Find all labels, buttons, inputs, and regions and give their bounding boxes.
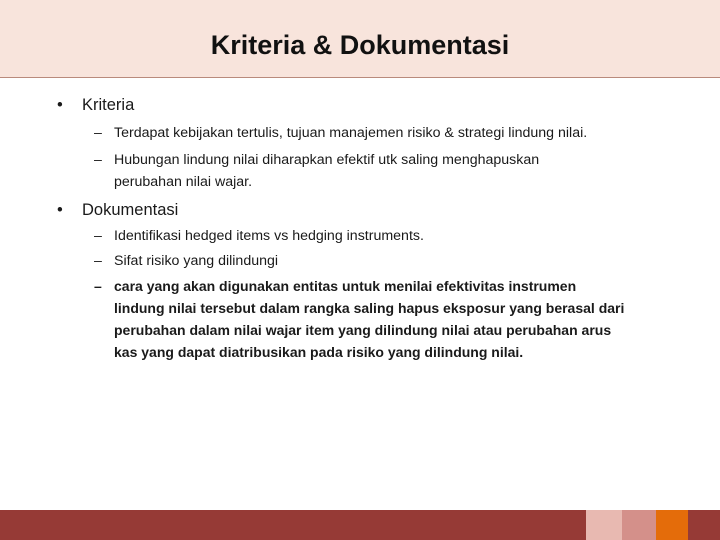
subitem-identifikasi: [94, 225, 694, 247]
dash-marker: –: [94, 152, 102, 168]
footer-bar: [0, 510, 720, 540]
footer-main-segment: [0, 510, 586, 540]
subitem-line: kas yang dapat diatribusikan pada risiko yang dilindung nilai.: [114, 344, 524, 360]
subitem-line: perubahan nilai wajar.: [114, 174, 253, 190]
bullet-marker: •: [57, 201, 63, 219]
subitem-line: lindung nilai tersebut dalam rangka saling hapus eksposur yang berasal dari: [114, 300, 625, 316]
bullet-dokumentasi: [57, 200, 179, 220]
bullet-text: Kriteria: [82, 96, 135, 114]
subitem-line: perubahan dalam nilai wajar item yang dilindung nilai atau perubahan arus: [114, 322, 612, 338]
subitem-hubungan: [94, 149, 694, 193]
subitem-line: Identifikasi hedged items vs hedging instruments.: [114, 228, 424, 244]
footer-dark-segment: [688, 510, 720, 540]
dash-marker: –: [94, 228, 102, 244]
dash-marker: –: [94, 253, 102, 269]
footer-light-segment: [586, 510, 622, 540]
footer-mid-segment: [622, 510, 656, 540]
subitem-kebijakan: [94, 122, 694, 144]
subitem-line: Sifat risiko yang dilindungi: [114, 253, 279, 269]
slide-title: Kriteria & Dokumentasi: [210, 30, 510, 60]
footer-accent-segment: [656, 510, 688, 540]
bullet-kriteria: [57, 95, 135, 115]
subitem-line: cara yang akan digunakan entitas untuk menilai efektivitas instrumen: [114, 278, 577, 294]
dash-marker: –: [94, 125, 102, 141]
bullet-marker: •: [57, 96, 63, 114]
dash-marker: –: [94, 278, 102, 294]
subitem-sifat-risiko: [94, 250, 694, 272]
subitem-cara: [94, 275, 694, 363]
bullet-text: Dokumentasi: [82, 201, 179, 219]
subitem-line: Terdapat kebijakan tertulis, tujuan manajemen risiko & strategi lindung nilai.: [114, 125, 588, 141]
subitem-line: Hubungan lindung nilai diharapkan efektif utk saling menghapuskan: [114, 152, 540, 168]
